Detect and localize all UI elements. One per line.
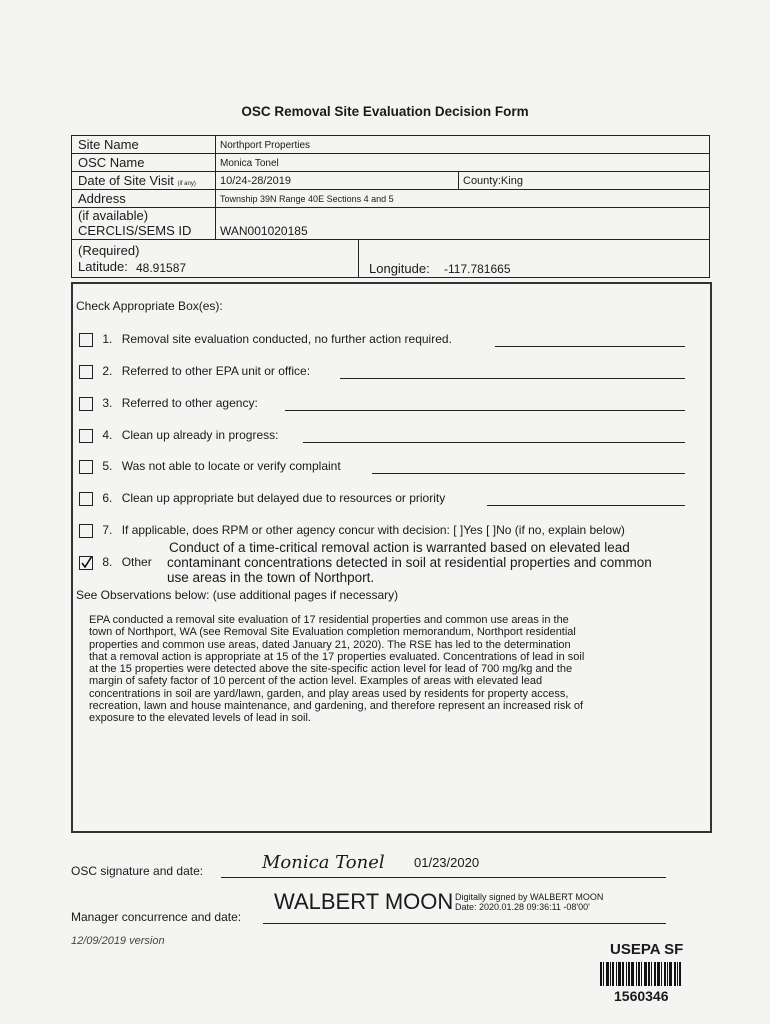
form-title: OSC Removal Site Evaluation Decision Form	[241, 104, 529, 119]
longitude-value[interactable]: -117.781665	[444, 262, 511, 276]
option-5-num: 5.	[102, 459, 113, 473]
option-7-num: 7.	[102, 523, 113, 537]
option-4	[79, 428, 278, 443]
site-info-table	[71, 135, 710, 278]
option-6-line[interactable]	[487, 505, 685, 506]
document-number: 1560346	[614, 988, 669, 1004]
option-8-detail[interactable]	[169, 540, 652, 585]
option-2-num: 2.	[102, 364, 113, 378]
observation-line: exposure to the elevated levels of lead in soil.	[89, 712, 311, 725]
option-8-line-2: contaminant concentrations detected in soil at residential properties and common	[167, 555, 652, 570]
observation-line: concentrations in soil are yard/lawn, garden, and play areas used by residents for property access,	[89, 687, 569, 700]
coordinates-row	[72, 240, 709, 277]
address-value[interactable]: Township 39N Range 40E Sections 4 and 5	[220, 194, 394, 204]
option-1	[79, 332, 452, 347]
osc-signature-label: OSC signature and date:	[71, 864, 204, 878]
option-4-num: 4.	[102, 428, 113, 442]
site-name-label: Site Name	[78, 137, 139, 152]
option-8-num: 8.	[102, 555, 113, 569]
option-5	[79, 459, 341, 474]
usepa-stamp: USEPA SF	[610, 941, 684, 958]
check-heading: Check Appropriate Box(es):	[76, 299, 223, 313]
county-value[interactable]: King	[500, 175, 523, 187]
digital-signature-line-1: Digitally signed by WALBERT MOON	[455, 892, 604, 902]
option-1-checkbox[interactable]	[79, 333, 93, 347]
observation-line: properties and common use areas, dated January 21, 2020). The RSE has led to the determination	[89, 638, 571, 651]
address-row	[72, 190, 709, 208]
observation-line: margin of safety factor of 10 percent of the action level. Examples of areas with elevated lead	[89, 675, 543, 688]
address-label: Address	[78, 191, 126, 206]
option-4-text: Clean up already in progress:	[121, 428, 279, 442]
option-1-num: 1.	[102, 332, 113, 346]
form-version: 12/09/2019 version	[71, 935, 165, 947]
county-label: County:	[463, 175, 501, 187]
osc-name-label: OSC Name	[78, 155, 145, 170]
date-note: (if any)	[177, 181, 196, 187]
observation-line: EPA conducted a removal site evaluation of 17 residential properties and common use areas in the	[89, 614, 569, 626]
option-3-num: 3.	[102, 396, 113, 410]
option-8-line-1: Conduct of a time-critical removal action is warranted based on elevated lead	[169, 540, 630, 555]
option-6-num: 6.	[102, 491, 113, 505]
option-2-text: Referred to other EPA unit or office:	[121, 364, 311, 378]
digital-signature-line-2: Date: 2020.01.28 09:36:11 -08'00'	[455, 902, 590, 912]
cerclis-value[interactable]: WAN001020185	[220, 224, 308, 238]
option-8-checkbox[interactable]	[79, 556, 93, 570]
option-8	[79, 555, 152, 570]
observations-heading: See Observations below: (use additional pages if necessary)	[76, 588, 399, 602]
option-2-line[interactable]	[340, 378, 685, 379]
osc-signature: Monica Tonel	[262, 852, 385, 873]
county-divider	[458, 172, 459, 189]
digital-signature-info	[455, 892, 603, 912]
observation-line: recreation, lawn and house maintenance, and gardening, and therefore represent an increased risk of	[89, 700, 584, 713]
osc-name-row	[72, 154, 709, 172]
option-7-text: If applicable, does RPM or other agency concur with decision: [ ]Yes [ ]No (if no, explain below)	[121, 523, 625, 537]
option-3	[79, 396, 258, 411]
option-1-text: Removal site evaluation conducted, no further action required.	[121, 332, 452, 346]
option-3-line[interactable]	[285, 410, 685, 411]
option-8-label: Other	[121, 555, 152, 569]
observation-line: town of Northport, WA (see Removal Site Evaluation completion memorandum, Northport residential	[89, 626, 576, 639]
site-name-value[interactable]: Northport Properties	[220, 140, 311, 151]
latitude-value[interactable]: 48.91587	[136, 261, 187, 275]
required-label: (Required)	[78, 243, 140, 258]
barcode-icon	[600, 962, 692, 986]
option-6-text: Clean up appropriate but delayed due to resources or priority	[121, 491, 446, 505]
option-3-text: Referred to other agency:	[121, 396, 258, 410]
county-field	[463, 175, 523, 187]
option-5-text: Was not able to locate or verify complaint	[121, 459, 341, 473]
option-3-checkbox[interactable]	[79, 397, 93, 411]
option-4-line[interactable]	[303, 442, 685, 443]
osc-signature-line[interactable]	[221, 877, 666, 878]
cerclis-label-1: (if available)	[78, 208, 149, 223]
option-5-line[interactable]	[372, 473, 685, 474]
osc-signature-date: 01/23/2020	[414, 855, 480, 870]
checkmark-icon	[80, 557, 92, 569]
date-row	[72, 172, 709, 190]
option-6-checkbox[interactable]	[79, 492, 93, 506]
longitude-divider	[358, 240, 359, 277]
osc-name-value[interactable]: Monica Tonel	[220, 158, 279, 169]
manager-name: WALBERT MOON	[274, 889, 454, 914]
site-name-row	[72, 136, 709, 154]
option-7-checkbox[interactable]	[79, 524, 93, 538]
observation-line: that a removal action is appropriate at 15 of the 17 properties evaluated. Concentrations of lead in soil	[89, 650, 585, 663]
cerclis-row	[72, 208, 709, 240]
option-4-checkbox[interactable]	[79, 429, 93, 443]
latitude-label: Latitude:	[78, 259, 128, 274]
cerclis-label-2: CERCLIS/SEMS ID	[78, 223, 192, 238]
option-2-checkbox[interactable]	[79, 365, 93, 379]
date-value[interactable]: 10/24-28/2019	[220, 175, 291, 187]
option-7	[79, 523, 625, 538]
longitude-label: Longitude:	[369, 261, 430, 276]
manager-label: Manager concurrence and date:	[71, 910, 242, 924]
date-label-text: Date of Site Visit	[78, 173, 174, 188]
date-label	[78, 174, 196, 191]
decision-section	[71, 282, 712, 833]
option-2	[79, 364, 310, 379]
option-8-line-3: use areas in the town of Northport.	[167, 570, 375, 585]
observations-text[interactable]	[89, 614, 699, 725]
manager-signature-line[interactable]	[263, 923, 666, 924]
option-5-checkbox[interactable]	[79, 460, 93, 474]
option-6	[79, 491, 445, 506]
option-1-line[interactable]	[495, 346, 685, 347]
observation-line: at the 15 properties were detected above the site-specific action level for lead of 700 mg/kg and the	[89, 663, 573, 676]
